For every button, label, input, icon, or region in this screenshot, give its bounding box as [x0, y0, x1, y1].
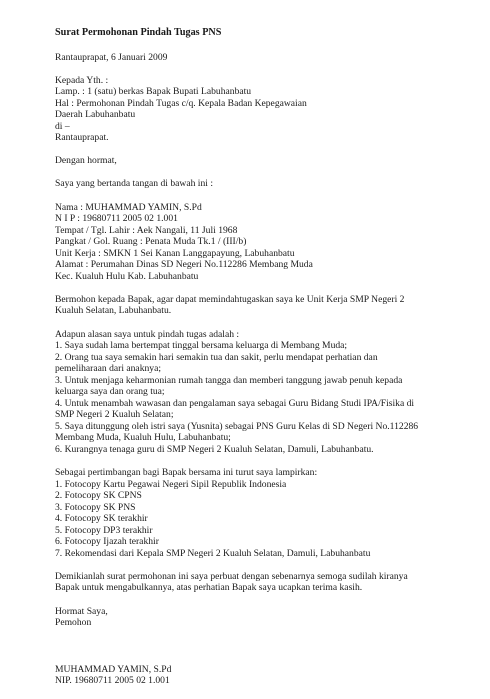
identity-line: Tempat / Tgl. Lahir : Aek Nangali, 11 Juli 1968	[55, 225, 238, 236]
request-line: Bermohon kepada Bapak, agar dapat memindahtugaskan saya ke Unit Kerja SMP Negeri 2	[55, 294, 405, 305]
closing-line: Bapak untuk mengabulkannya, atas perhatian Bapak saya ucapkan terima kasih.	[55, 582, 363, 593]
identity-line: N I P : 19680711 2005 02 1.001	[55, 213, 178, 224]
place-date: Rantauprapat, 6 Januari 2009	[55, 52, 168, 63]
recipient-di: di –	[55, 121, 70, 132]
reason-line: 4. Untuk menambah wawasan dan pengalaman saya sebagai Guru Bidang Studi IPA/Fisika di	[55, 398, 415, 409]
attachment-item: 4. Fotocopy SK terakhir	[55, 513, 148, 524]
attachment-item: 2. Fotocopy SK CPNS	[55, 490, 142, 501]
identity-line: Kec. Kualuh Hulu Kab. Labuhanbatu	[55, 271, 199, 282]
attachment-line: Lamp. : 1 (satu) berkas Bapak Bupati Labuhanbatu	[55, 86, 252, 97]
subject-line: Hal : Permohonan Pindah Tugas c/q. Kepala Badan Kepegawaian	[55, 98, 307, 109]
attachment-item: 1. Fotocopy Kartu Pegawai Negeri Sipil Republik Indonesia	[55, 479, 287, 490]
reason-line: Membang Muda, Kualuh Hulu, Labuhanbatu;	[55, 432, 231, 443]
subject-line: Daerah Labuhanbatu	[55, 109, 136, 120]
reason-line: 2. Orang tua saya semakin hari semakin tua dan sakit, perlu mendapat perhatian dan	[55, 352, 378, 363]
attachments-intro: Sebagai pertimbangan bagi Bapak bersama ini turut saya lampirkan:	[55, 467, 318, 478]
identity-line: Nama : MUHAMMAD YAMIN, S.Pd	[55, 202, 202, 213]
recipient-to: Kepada Yth. :	[55, 75, 109, 86]
greeting: Dengan hormat,	[55, 155, 117, 166]
attachment-item: 6. Fotocopy Ijazah terakhir	[55, 536, 159, 547]
reason-line: keluarga saya dan orang tua;	[55, 386, 165, 397]
recipient-city: Rantauprapat.	[55, 132, 109, 143]
signer-name: MUHAMMAD YAMIN, S.Pd	[55, 664, 172, 675]
applicant-label: Pemohon	[55, 617, 92, 628]
signer-nip: NIP. 19680711 2005 02 1.001	[55, 675, 170, 686]
regards: Hormat Saya,	[55, 606, 108, 617]
reason-line: 1. Saya sudah lama bertempat tinggal bersama keluarga di Membang Muda;	[55, 340, 348, 351]
reason-line: 5. Saya ditunggung oleh istri saya (Yusnita) sebagai PNS Guru Kelas di SD Negeri No.112286	[55, 421, 419, 432]
reason-line: SMP Negeri 2 Kualuh Selatan;	[55, 409, 174, 420]
identity-line: Pangkat / Gol. Ruang : Penata Muda Tk.1 / (III/b)	[55, 236, 247, 247]
reasons-intro: Adapun alasan saya untuk pindah tugas adalah :	[55, 329, 240, 340]
attachment-item: 5. Fotocopy DP3 terakhir	[55, 525, 153, 536]
attachment-item: 7. Rekomendasi dari Kepala SMP Negeri 2 Kualuh Selatan, Damuli, Labuhanbatu	[55, 548, 371, 559]
intro-line: Saya yang bertanda tangan di bawah ini :	[55, 178, 213, 189]
request-line: Kualuh Selatan, Labuhanbatu.	[55, 305, 172, 316]
reason-line: 3. Untuk menjaga keharmonian rumah tangga dan memberi tanggung jawab penuh kepada	[55, 375, 403, 386]
attachment-item: 3. Fotocopy SK PNS	[55, 502, 136, 513]
closing-line: Demikianlah surat permohonan ini saya perbuat dengan sebenarnya semoga sudilah kiranya	[55, 571, 408, 582]
identity-line: Alamat : Perumahan Dinas SD Negeri No.112286 Membang Muda	[55, 259, 313, 270]
letter-title: Surat Permohonan Pindah Tugas PNS	[55, 27, 222, 38]
reason-line: 6. Kurangnya tenaga guru di SMP Negeri 2 Kualuh Selatan, Damuli, Labuhanbatu.	[55, 444, 374, 455]
identity-line: Unit Kerja : SMKN 1 Sei Kanan Langgapayung, Labuhanbatu	[55, 248, 295, 259]
reason-line: pemeliharaan dari anaknya;	[55, 363, 162, 374]
